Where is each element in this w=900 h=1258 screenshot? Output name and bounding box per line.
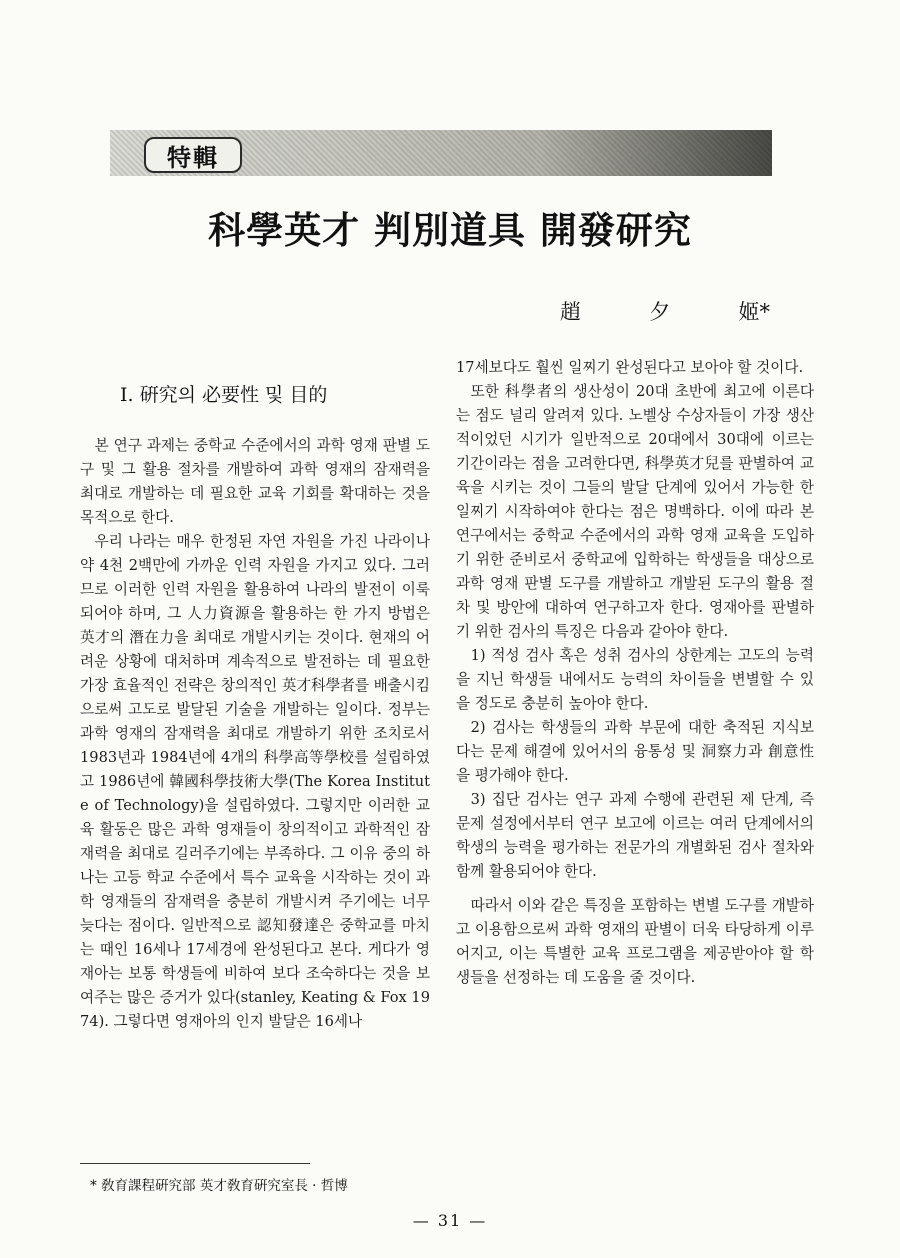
paragraph: 따라서 이와 같은 특징을 포함하는 변별 도구를 개발하고 이용함으로써 과학 영재의 판별이 더욱 타당하게 이루어지고, 이는 특별한 교육 프로그램을 제공받아야 할 학생들을 선정하는 데 도움을 줄 것이다. — [456, 897, 814, 986]
paragraph: 본 연구 과제는 중학교 수준에서의 과학 영재 판별 도구 및 그 활용 절차를 개발하여 과학 영재의 잠재력을 최대로 개발하는 데 필요한 교육 기회를 확대하는 것을 목적으로 한다. — [80, 437, 430, 526]
paragraph: 또한 科學者의 생산성이 20대 초반에 최고에 이른다는 점도 널리 알려져 있다. 노벨상 수상자들이 가장 생산적이었던 시기가 일반적으로 20대에서 30대에 이르는 기간이라는 점을 고려한다면, 科學英才兒를 판별하여 교육을 시키는 것이 그들의 발달 단계에 있어서 가능한 한 일찌기 시작하여야 한다는 점은 명백하다. 이에 따라 본 연구에서는 중학교 수준에서의 과학 영재 교육을 도입하기 위한 준비로서 중학교에 입학하는 학생들을 대상으로 과학 영재 판별 도구를 개발하고 개발된 도구의 활용 절차 및 방안에 대하여 연구하고자 한다. 영재아를 판별하기 위한 검사의 특징은 다음과 같아야 한다. — [456, 383, 814, 640]
list-item: 3) 집단 검사는 연구 과제 수행에 관련된 제 단계, 즉 문제 설정에서부터 연구 보고에 이르는 여러 단계에서의 학생의 능력을 평가하는 전문가의 개별화된 검사 절차와 함께 활용되어야 한다. — [456, 791, 814, 880]
page-number: — 31 — — [412, 1211, 488, 1230]
author-char-2: 夕 — [649, 300, 671, 324]
list-item: 1) 적성 검사 혹은 성취 검사의 상한계는 고도의 능력을 지닌 학생들 내에서도 능력의 차이들을 변별할 수 있을 정도로 충분히 높아야 한다. — [456, 647, 814, 712]
author-name — [560, 296, 770, 326]
left-column — [80, 356, 430, 1034]
list-item: 2) 검사는 학생들의 과학 부문에 대한 축적된 지식보다는 문제 해결에 있어서의 융통성 및 洞察力과 創意性을 평가해야 한다. — [456, 719, 814, 784]
footnote-divider — [80, 1163, 310, 1164]
banner-label: 特輯 — [144, 137, 242, 173]
author-char-1: 趙 — [560, 300, 581, 324]
right-column — [456, 356, 814, 990]
author-char-3: 姬* — [738, 300, 770, 324]
section-banner — [110, 130, 772, 176]
paragraph-continued: 17세보다도 훨씬 일찌기 완성된다고 보아야 할 것이다. — [456, 359, 804, 376]
section-heading: Ⅰ. 硏究의 必要性 및 目的 — [120, 384, 328, 406]
paragraph: 우리 나라는 매우 한정된 자연 자원을 가진 나라이나 약 4천 2백만에 가까운 인력 자원을 가지고 있다. 그러므로 이러한 인력 자원을 활용하여 나라의 발전이 이룩되어야 하며, 그 人力資源을 활용하는 한 가지 방법은 英才의 潛在力을 최대로 개발시키는 것이다. 현재의 어려운 상황에 대처하며 계속적으로 발전하는 데 필요한 가장 효율적인 전략은 창의적인 英才科學者를 배출시킴으로써 고도로 발달된 기술을 개발하는 일이다. 정부는 과학 영재의 잠재력을 최대로 개발하기 위한 조치로서 1983년과 1984년에 4개의 科學高等學校를 설립하였고 1986년에 韓國科學技術大學(The Korea Institute of Technology)을 설립하였다. 그렇지만 이러한 교육 활동은 많은 과학 영재들이 창의적이고 과학적인 잠재력을 최대로 길러주기에는 부족하다. 그 이유 중의 하나는 고등 학교 수준에서 특수 교육을 시작하는 것이 과학 영재들의 잠재력을 충분히 개발시켜 주기에는 너무 늦다는 점이다. 일반적으로 認知發達은 중학교를 마치는 때인 16세나 17세경에 완성된다고 본다. 게다가 영재아는 보통 학생들에 비하여 보다 조숙하다는 것을 보여주는 많은 증거가 있다(stanley, Keating & Fox 1974). 그렇다면 영재아의 인지 발달은 16세나 — [80, 533, 430, 1030]
article-title: 科學英才 判別道具 開發研究 — [208, 208, 692, 252]
footnote: * 敎育課程硏究部 英才敎育硏究室長 · 哲博 — [90, 1178, 348, 1194]
